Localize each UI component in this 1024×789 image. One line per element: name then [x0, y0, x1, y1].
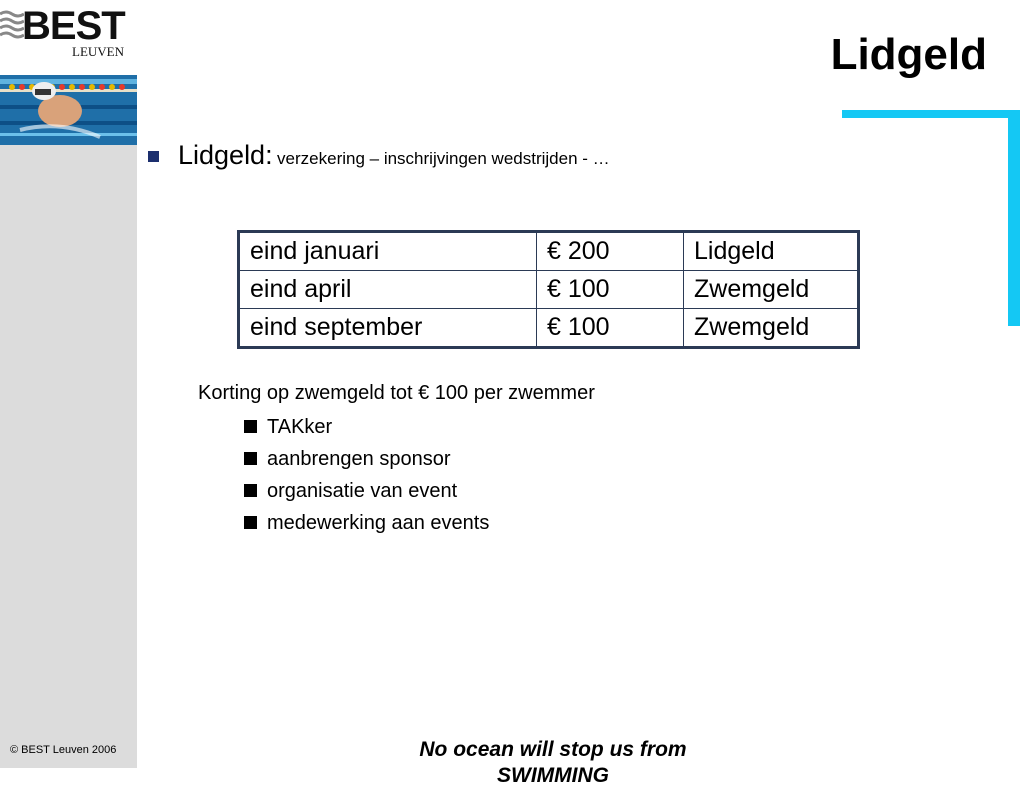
square-bullet-icon [244, 452, 257, 465]
table-row [239, 232, 859, 271]
table-cell: € 200 [537, 232, 684, 271]
bullet-square-icon [148, 151, 159, 162]
table-cell: eind januari [239, 232, 537, 271]
discount-list [244, 414, 489, 542]
list-item [244, 478, 489, 510]
page-title: Lidgeld [830, 30, 987, 79]
bullet-detail: verzekering – inschrijvingen wedstrijden - … [277, 149, 610, 168]
best-logo [0, 0, 137, 75]
table-row [239, 309, 859, 348]
list-item [244, 414, 489, 446]
square-bullet-icon [244, 484, 257, 497]
bullet-label: Lidgeld: [178, 140, 273, 170]
bullet-item [178, 140, 610, 171]
swimmer-photo [0, 75, 137, 145]
logo-text: BEST [22, 4, 125, 48]
table-cell: Zwemgeld [684, 271, 859, 309]
sidebar [0, 0, 137, 768]
table-cell: Lidgeld [684, 232, 859, 271]
discount-heading: Korting op zwemgeld tot € 100 per zwemmer [198, 382, 595, 404]
list-item-label: organisatie van event [267, 480, 458, 502]
table-cell: € 100 [537, 309, 684, 348]
copyright-text: © BEST Leuven 2006 [10, 744, 117, 756]
table-cell: eind april [239, 271, 537, 309]
accent-line-vertical [1008, 110, 1020, 326]
waves-icon [0, 10, 24, 40]
list-item-label: medewerking aan events [267, 512, 490, 534]
list-item-label: TAKker [267, 416, 333, 438]
logo-subtitle: LEUVEN [72, 44, 124, 59]
footer-tagline: No ocean will stop us from SWIMMING [419, 738, 687, 787]
accent-line-horizontal [842, 110, 1020, 118]
table-cell: Zwemgeld [684, 309, 859, 348]
table-row [239, 271, 859, 309]
list-item-label: aanbrengen sponsor [267, 448, 451, 470]
list-item [244, 446, 489, 478]
table-cell: eind september [239, 309, 537, 348]
fees-table [237, 230, 860, 349]
square-bullet-icon [244, 516, 257, 529]
list-item [244, 510, 489, 542]
table-cell: € 100 [537, 271, 684, 309]
square-bullet-icon [244, 420, 257, 433]
